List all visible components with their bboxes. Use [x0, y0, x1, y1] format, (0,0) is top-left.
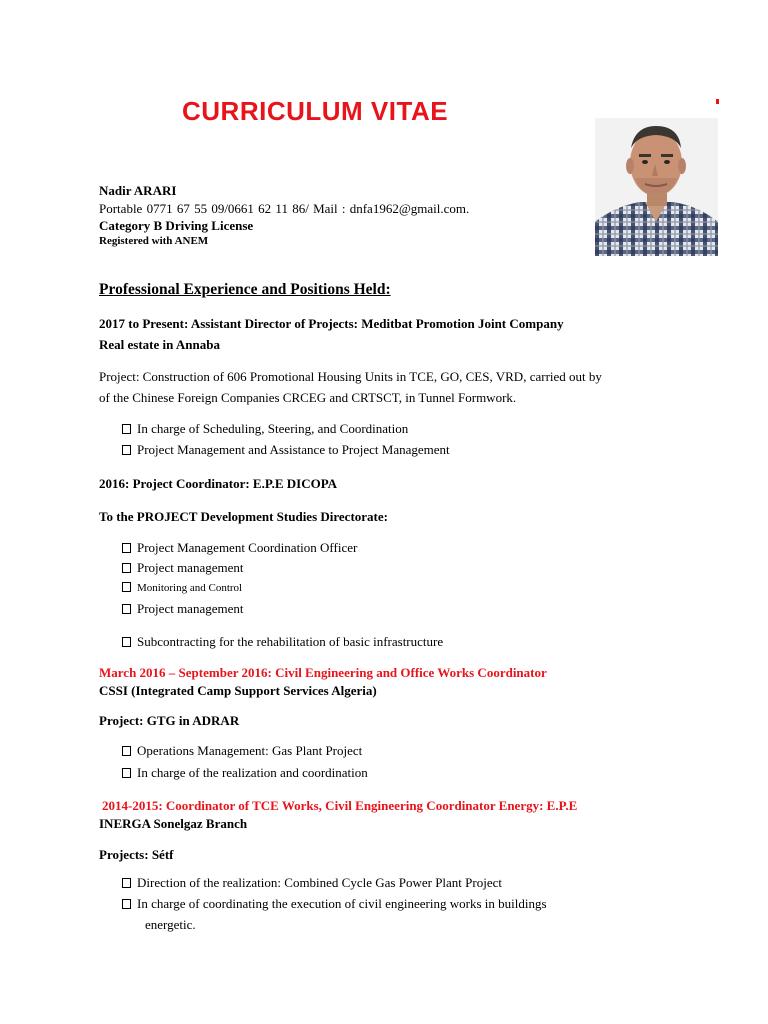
job-subtitle: To the PROJECT Development Studies Directorate:	[99, 509, 388, 524]
list-item-text: Direction of the realization: Combined Cycle Gas Power Plant Project	[137, 875, 502, 890]
list-item	[122, 601, 244, 617]
list-item	[122, 896, 547, 912]
list-item-text: In charge of the realization and coordination	[137, 765, 368, 780]
checkbox-bullet-icon	[122, 637, 131, 647]
job-project: Project: GTG in ADRAR	[99, 713, 240, 728]
job-title: 2014-2015: Coordinator of TCE Works, Civil Engineering Coordinator Energy: E.P.E	[102, 798, 578, 813]
list-item	[122, 442, 450, 458]
list-item-text: In charge of coordinating the execution of civil engineering works in buildings	[137, 896, 547, 911]
job-company: Real estate in Annaba	[99, 337, 220, 352]
list-item-text: Subcontracting for the rehabilitation of basic infrastructure	[137, 634, 444, 649]
contact-line: Portable 0771 67 55 09/0661 62 11 86/ Mail : dnfa1962@gmail.com.	[99, 201, 470, 216]
list-item	[122, 743, 362, 759]
profile-photo	[595, 118, 718, 256]
list-item	[122, 560, 244, 576]
job-project: of the Chinese Foreign Companies CRCEG and CRTSCT, in Tunnel Formwork.	[99, 390, 517, 405]
page-title: CURRICULUM VITAE	[182, 96, 449, 126]
list-item-continuation: energetic.	[145, 917, 196, 932]
section-heading: Professional Experience and Positions Held:	[99, 281, 391, 298]
driving-license: Category B Driving License	[99, 218, 254, 233]
list-item-text: Project management	[137, 560, 244, 575]
checkbox-bullet-icon	[122, 899, 131, 909]
list-item-text: Monitoring and Control	[137, 582, 243, 594]
list-item	[122, 634, 443, 650]
checkbox-bullet-icon	[122, 445, 131, 455]
list-item	[122, 765, 368, 781]
list-item	[122, 421, 408, 437]
job-project: Project: Construction of 606 Promotional Housing Units in TCE, GO, CES, VRD, carried out by	[99, 369, 602, 384]
checkbox-bullet-icon	[122, 746, 131, 756]
checkbox-bullet-icon	[122, 604, 131, 614]
checkbox-bullet-icon	[122, 878, 131, 888]
list-item-text: Project Management and Assistance to Project Management	[137, 442, 450, 457]
job-title: 2017 to Present: Assistant Director of Projects: Meditbat Promotion Joint Company	[99, 316, 564, 331]
job-title: 2016: Project Coordinator: E.P.E DICOPA	[99, 476, 338, 491]
list-item-text: In charge of Scheduling, Steering, and Coordination	[137, 421, 409, 436]
decorative-mark	[716, 99, 719, 104]
checkbox-bullet-icon	[122, 543, 131, 553]
list-item	[122, 875, 502, 891]
job-title: March 2016 – September 2016: Civil Engineering and Office Works Coordinator	[99, 665, 547, 680]
checkbox-bullet-icon	[122, 582, 131, 592]
job-company: CSSI (Integrated Camp Support Services Algeria)	[99, 683, 377, 698]
registration-note: Registered with ANEM	[99, 235, 209, 247]
job-company: INERGA Sonelgaz Branch	[99, 816, 248, 831]
list-item-text: Project management	[137, 601, 244, 616]
list-item-text: Project Management Coordination Officer	[137, 540, 358, 555]
job-project: Projects: Sétf	[99, 847, 174, 862]
checkbox-bullet-icon	[122, 424, 131, 434]
list-item-text: Operations Management: Gas Plant Project	[137, 743, 363, 758]
checkbox-bullet-icon	[122, 768, 131, 778]
candidate-name: Nadir ARARI	[99, 183, 177, 198]
checkbox-bullet-icon	[122, 563, 131, 573]
list-item	[122, 540, 357, 556]
list-item	[122, 582, 242, 594]
